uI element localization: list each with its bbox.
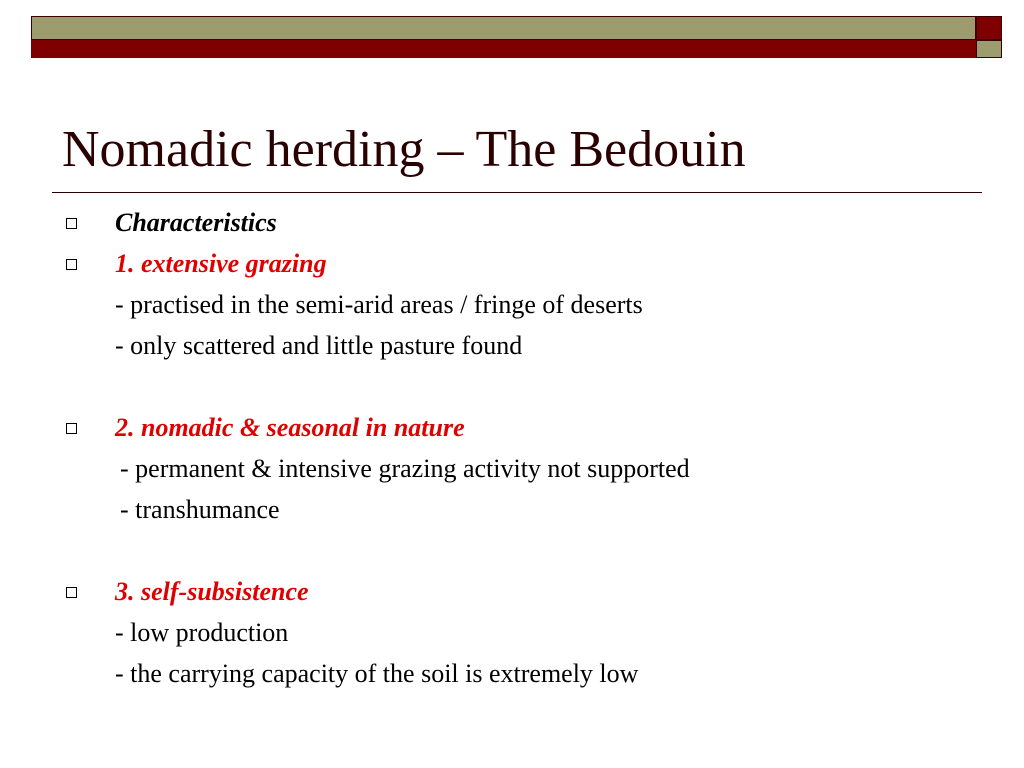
section-3-line-2 <box>66 653 996 694</box>
section-3-line-1 <box>66 612 996 653</box>
header-corner-olive <box>976 40 1002 58</box>
section-2-label: 2. nomadic & seasonal in nature <box>115 413 465 442</box>
square-bullet-icon <box>66 587 77 598</box>
detail-text: - low production <box>115 618 289 647</box>
slide-title: Nomadic herding – The Bedouin <box>62 121 746 178</box>
detail-text: - only scattered and little pasture found <box>115 331 523 360</box>
section-1-line-2 <box>66 325 996 366</box>
slide-body <box>66 202 996 694</box>
header-corner-maroon <box>976 16 1002 40</box>
header-band-olive <box>31 16 976 40</box>
section-1-label: 1. extensive grazing <box>115 249 327 278</box>
square-bullet-icon <box>66 218 77 229</box>
bullet-section-1 <box>66 243 996 284</box>
section-1-line-1 <box>66 284 996 325</box>
detail-text: - practised in the semi-arid areas / fringe of deserts <box>115 290 643 319</box>
header-band-maroon <box>31 40 976 58</box>
title-divider <box>52 192 982 193</box>
detail-text: - permanent & intensive grazing activity not supported <box>120 454 690 483</box>
detail-text: - the carrying capacity of the soil is extremely low <box>115 659 639 688</box>
section-2-line-2 <box>66 489 996 530</box>
characteristics-heading: Characteristics <box>115 208 277 237</box>
header-corner-block <box>976 16 1002 58</box>
section-3-label: 3. self-subsistence <box>115 577 309 606</box>
bullet-section-2 <box>66 407 996 448</box>
header-band <box>31 16 976 58</box>
spacer <box>66 530 996 571</box>
section-2-line-1 <box>66 448 996 489</box>
spacer <box>66 366 996 407</box>
square-bullet-icon <box>66 423 77 434</box>
bullet-heading <box>66 202 996 243</box>
detail-text: - transhumance <box>120 495 280 524</box>
bullet-section-3 <box>66 571 996 612</box>
square-bullet-icon <box>66 259 77 270</box>
